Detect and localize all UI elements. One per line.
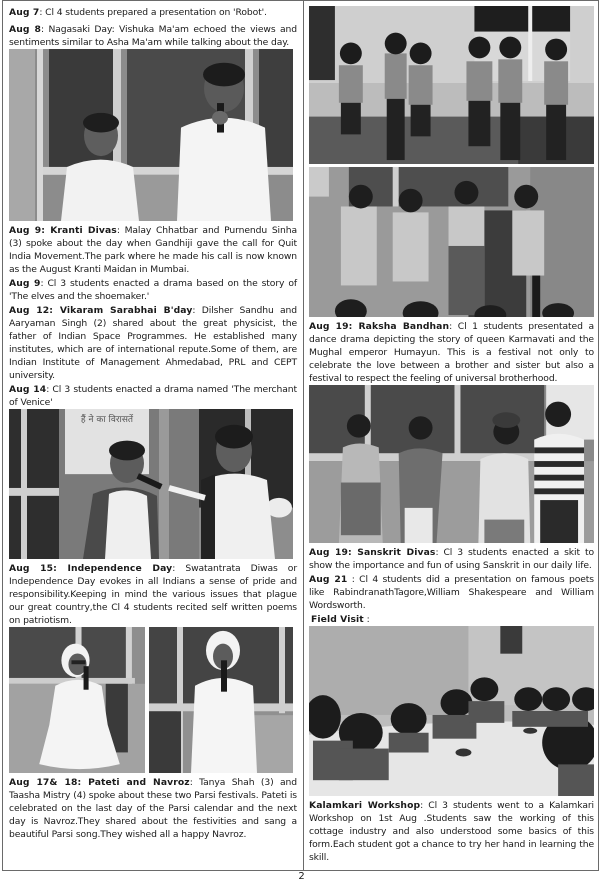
- photo-pateti-left: [9, 627, 145, 773]
- entry-separator: :: [39, 7, 46, 18]
- photo-raksha-bandhan-1: [309, 6, 594, 164]
- photo-kranti-divas-image: [9, 49, 293, 221]
- entry-aug-7: [9, 6, 297, 19]
- entry-aug-15: [9, 562, 297, 627]
- entry-separator: :: [192, 305, 202, 316]
- entry-label: Aug 12: Vikaram Sarabhai B'day: [9, 305, 193, 316]
- entry-text: Cl 4 students did a presentation on famous poets like RabindranathTagore,William Shakespeare and William Wordsworth.: [309, 574, 594, 611]
- entry-separator: :: [46, 384, 53, 395]
- entry-aug-9-kranti-divas: [9, 224, 297, 276]
- photo-kalamkari-workshop: [309, 626, 594, 796]
- entry-label: Aug 9: [9, 278, 41, 289]
- entry-text: Cl 4 students prepared a presentation on 'Robot'.: [45, 7, 267, 18]
- entry-separator: :: [40, 278, 48, 289]
- entry-label: Aug 17& 18: Pateti and Navroz: [9, 777, 190, 788]
- entry-text: Nagasaki Day: Vishuka Ma'am echoed the views and sentiments similar to Asha Ma'am while talking about the day.: [9, 24, 297, 48]
- entry-text: Cl 3 students went to a Kalamkari Workshop on 1st Aug .Students saw the working of this cottage industry and also understood some basics of this form.Each student got a chance to try her hand in learning the skill.: [309, 800, 594, 863]
- entry-separator: :: [435, 547, 444, 558]
- entry-aug-19-sanskrit-divas: [309, 546, 594, 572]
- entry-aug-12: [9, 304, 297, 382]
- entry-separator: :: [40, 24, 49, 35]
- entry-text: Swatantrata Diwas or Independence Day evokes in all Indians a sense of pride and responsibility.Keeping in mind the various issues that plague our great country,the Cl 4 students recited self written poems on patriotism.: [9, 563, 297, 626]
- photo-sanskrit-divas-image: [309, 385, 594, 543]
- photo-raksha-bandhan-2: [309, 167, 594, 317]
- entry-separator: :: [420, 800, 429, 811]
- entry-label: Aug 9: Kranti Divas: [9, 225, 117, 236]
- entry-label: Aug 21: [309, 574, 348, 585]
- section-separator: :: [363, 614, 370, 625]
- entry-separator: :: [449, 321, 458, 332]
- right-column: [304, 1, 598, 870]
- entry-text: Cl 3 students enacted a skit to show the importance and fun of using Sanskrit in our daily life.: [309, 547, 594, 571]
- entry-text: Cl 1 students presentated a dance drama depicting the story of queen Karmavati and the Mughal emperor Humayun. This is a festival not only to celebrate the love between a brother and sister but also a festival to respect the feeling of universal brotherhood.: [309, 321, 594, 384]
- page-border: [2, 0, 599, 871]
- photo-independence-day-image: [9, 409, 293, 559]
- photo-independence-day: [9, 409, 293, 559]
- entry-separator: :: [189, 777, 200, 788]
- photo-sanskrit-divas: [309, 385, 594, 543]
- hindi-sign-text: हैं ने का विरासतें: [80, 415, 134, 425]
- left-column: [3, 1, 304, 870]
- entry-aug-9-drama: [9, 277, 297, 303]
- entry-kalamkari-workshop: [309, 799, 594, 864]
- entry-aug-21: [309, 573, 594, 612]
- entry-aug-8: [9, 23, 297, 49]
- entry-label: Aug 8: [9, 24, 41, 35]
- entry-text: Cl 3 students enacted a drama based on the story of 'The elves and the shoemaker.': [9, 278, 297, 302]
- entry-separator: :: [116, 225, 125, 236]
- photo-kalamkari-workshop-image: [309, 626, 594, 796]
- entry-separator: :: [172, 563, 186, 574]
- entry-label: Aug 19: Sanskrit Divas: [309, 547, 436, 558]
- entry-separator: :: [347, 574, 360, 585]
- entry-text: Dilsher Sandhu and Aaryaman Singh (2) shared about the great physicist, the father of Indian Space Programmes. He established many institutes, which are of international repute.Some of them, are Indian Institute of Management Ahmedabad, PRL and CEPT university.: [9, 305, 297, 381]
- photo-navroz-right: [149, 627, 293, 773]
- entry-label: Kalamkari Workshop: [309, 800, 421, 811]
- photo-pateti-left-image: [9, 627, 145, 773]
- photo-row-pateti-navroz: [9, 627, 293, 773]
- entry-label: Aug 14: [9, 384, 47, 395]
- photo-raksha-bandhan-2-image: [309, 167, 594, 317]
- entry-label: Aug 7: [9, 7, 40, 18]
- entry-text: Tanya Shah (3) and Taasha Mistry (4) spoke about these two Parsi festivals. Pateti is celebrated on the last day of the Parsi calendar and the next day is Navroz.They shared about the festivities and sang a beautiful Parsi song.They wished all a happy Navroz.: [9, 777, 297, 840]
- photo-raksha-bandhan-1-image: [309, 6, 594, 164]
- entry-text: Malay Chhatbar and Purnendu Sinha (3) spoke about the day when Gandhiji gave the call for Quit India Movement.The park where he made his call is now known as the August Kranti Maidan in Mumbai.: [9, 225, 297, 275]
- photo-kranti-divas: [9, 49, 293, 221]
- entry-aug-14: [9, 383, 297, 409]
- section-field-visit: [309, 613, 594, 626]
- entry-aug-17-18: [9, 776, 297, 841]
- entry-label: Aug 15: Independence Day: [9, 563, 173, 574]
- photo-navroz-right-image: [149, 627, 293, 773]
- entry-text: Cl 3 students enacted a drama named 'The merchant of Venice': [9, 384, 297, 408]
- page-number: 2: [298, 871, 305, 882]
- entry-label: Aug 19: Raksha Bandhan: [309, 321, 450, 332]
- section-heading: Field Visit: [311, 614, 364, 625]
- entry-aug-19-raksha-bandhan: [309, 320, 594, 385]
